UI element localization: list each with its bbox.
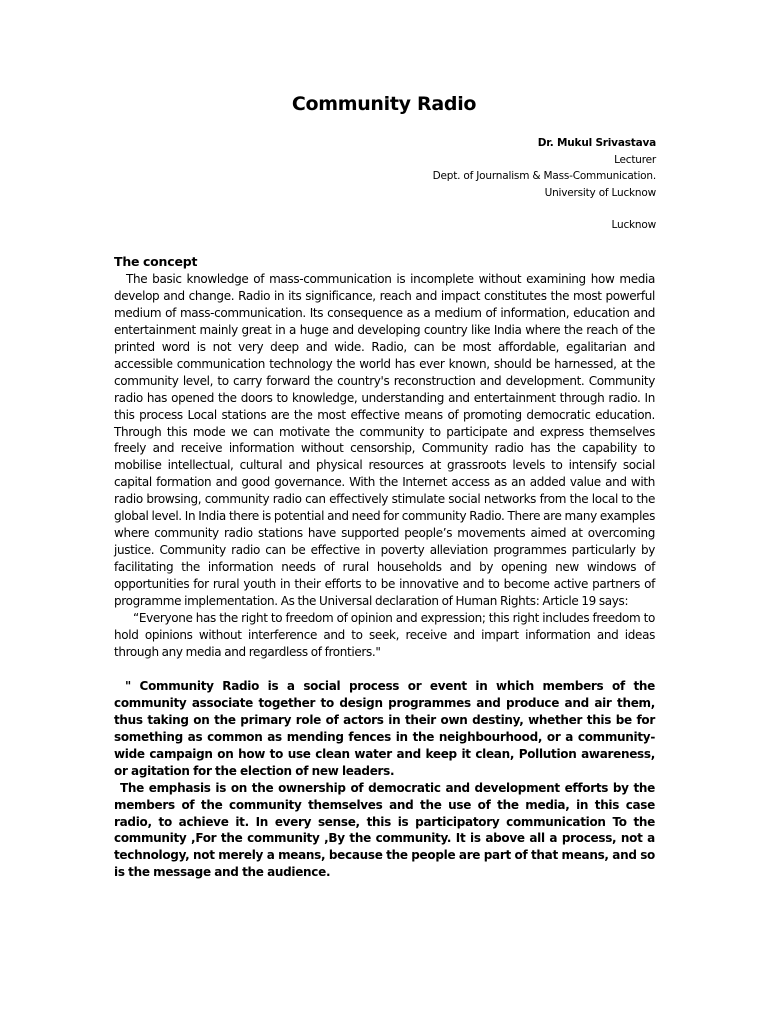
author-department: Dept. of Journalism & Mass-Communication. [432, 170, 656, 182]
author-city: Lucknow [611, 219, 656, 231]
quote-paragraph: “Everyone has the right to freedom of opinion and expression; this right includes freedom to hold opinions without interference and to seek, receive and impart information and ideas through any media and regardless of frontiers." [114, 611, 655, 659]
author-block [433, 135, 656, 234]
bold-section [114, 678, 655, 881]
author-position: Lecturer [614, 153, 656, 166]
bold-paragraph-definition: " Community Radio is a social process or event in which members of the community associate together to design programmes and produce and air them, thus taking on the primary role of actors in their own destiny, whether this be for something as common as mending fences in the neighbourhood, or a community-wide campaign on how to use clean water and keep it clean, Pollution awareness, or agitation for the election of new leaders. [114, 678, 655, 778]
author-name: Dr. Mukul Srivastava [537, 137, 656, 149]
bold-paragraph-emphasis: The emphasis is on the ownership of democratic and development efforts by the members of the community themselves and the use of the media, in this case radio, to achieve it. In every sense, this is participatory communication To the community ,For the community ,By the community. It is above all a process, not a technology, not merely a means, because the people are part of that means, and so is the message and the audience. [114, 780, 655, 880]
author-university: University of Lucknow [544, 186, 656, 199]
section-heading: The concept [114, 254, 198, 269]
document-title: Community Radio [291, 93, 477, 115]
body-paragraph: The basic knowledge of mass-communication is incomplete without examining how media develop and change. Radio in its significance, reach and impact constitutes the most powerful medium of mass-communication. Its consequence as a medium of information, education and entertainment mainly great in a huge and developing country like India where the reach of the printed word is not very deep and wide. Radio, can be most affordable, egalitarian and accessible communication technology the world has ever known, should be harnessed, at the community level, to carry forward the country's reconstruction and development. Community radio has opened the doors to knowledge, understanding and entertainment through radio. In this process Local stations are the most effective means of promoting democratic education. Through this mode we can motivate the community to participate and express themselves freely and receive information without censorship, Community radio has the capability to mobilise intellectual, cultural and physical resources at grassroots levels to intensify social capital formation and good governance. With the Internet access as an added value and with radio browsing, community radio can effectively stimulate social networks from the local to the global level. In India there is potential and need for community Radio. There are many examples where community radio stations have supported people’s movements aimed at overcoming justice. Community radio can be effective in poverty alleviation programmes particularly by facilitating the information needs of rural households and by opening new windows of opportunities for rural youth in their efforts to be innovative and to become active partners of programme implementation. As the Universal declaration of Human Rights: Article 19 says: [114, 271, 655, 609]
document-body [114, 254, 655, 881]
